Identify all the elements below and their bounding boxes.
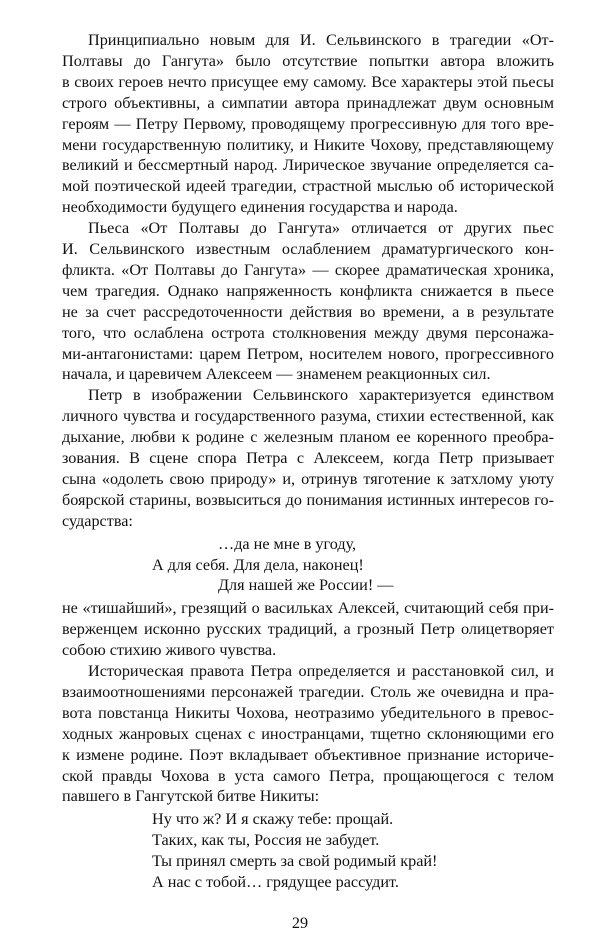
text-line: не за счет рассредоточенности действия во времени, а в результате [62,302,554,321]
text-line: в своих героев нечто присущее ему самому. Все характеры этой пьесы [62,72,554,91]
text-line: вота повстанца Никиты Чохова, неотразимо убедительного в превос- [62,703,554,722]
text-line: Историческая правота Петра определяется и расстановкой сил, и [88,662,554,680]
text-line: зования. В сцене спора Петра с Алексеем, когда Петр призывает [62,449,554,467]
verse-line: Для нашей же России! — [218,576,394,595]
text-line: героям — Петру Первому, проводящему прогрессивную для того вре- [62,114,554,133]
text-line: фликта. «От Полтавы до Гангута» — скорее драматическая хроника, [62,260,554,279]
text-line: начала, и царевичем Алексеем — знаменем реакционных сил. [62,365,491,384]
text-line: необходимости будущего единения государства и народа. [62,198,458,217]
text-line: Полтавы до Гангута» было отсутствие попытки автора вложить [62,51,554,70]
text-line: ми-антагонистами: царем Петром, носителем нового, прогрессивного [62,344,554,363]
text-line: ской правды Чохова в уста самого Петра, прощающегося с телом [62,766,554,785]
verse-line: Ты принял смерть за свой родимый край! [152,852,438,871]
text-line: ходных жанровых сценах с иностранцами, тщетно склоняющими его [62,724,554,743]
page-number: 29 [291,913,309,932]
text-line: И. Сельвинского известным ослаблением драматургического кон- [62,240,554,258]
verse-line: Таких, как ты, Россия не забудет. [152,831,380,850]
text-line: собою стихию живого чувства. [62,641,277,660]
verse-line: …да не мне в угоду, [218,534,357,553]
text-line: Пьеса «От Полтавы до Гангута» отличается от других пьес [88,219,554,238]
verse-line: А нас с тобой… грядущее рассудит. [152,873,399,891]
text-line: боярской старины, возвыситься до понимания истинных интересов го- [62,490,554,509]
text-line: того, что ослаблена острота столкновения между двумя персонажа- [62,323,554,342]
text-line: павшего в Гангутской битве Никиты: [62,787,320,806]
text-line: личного чувства и государственного разума, стихии естественной, как [62,407,554,426]
text-line: мени государственную политику, и Никите Чохову, представляющему [62,135,554,154]
text-line: великий и бессмертный народ. Лирическое звучание определяется са- [62,156,554,175]
text-line: чем трагедия. Однако напряженность конфликта снижается в пьесе [62,281,554,300]
text-line: дыхание, любви к родине с железным планом ее коренного преобра- [62,428,554,447]
text-line: к измене родине. Поэт вкладывает объективное признание историче- [62,745,554,764]
text-line: сына «одолеть свою природу» и, отринув тяготение к затхлому уюту [62,469,554,488]
text-line: строго объективны, а симпатии автора принадлежат двум основным [62,93,554,112]
text-line: Петр в изображении Сельвинского характеризуется единством [88,386,554,405]
text-line: Принципиально новым для И. Сельвинского в трагедии «От- [88,31,554,49]
text-line: верженцем исконно русских традиций, а грозный Петр олицетворяет [62,620,554,639]
text-line: взаимоотношениями персонажей трагедии. Столь же очевидна и пра- [62,682,554,701]
verse-line: А для себя. Для дела, наконец! [152,555,364,574]
text-line: сударства: [62,511,133,530]
verse-line: Ну что ж? И я скажу тебе: прощай. [152,810,394,829]
text-line: не «тишайший», грезящий о васильках Алексей, считающий себя при- [62,599,554,618]
text-line: мой поэтической идеей трагедии, страстной мыслью об исторической [62,177,554,196]
